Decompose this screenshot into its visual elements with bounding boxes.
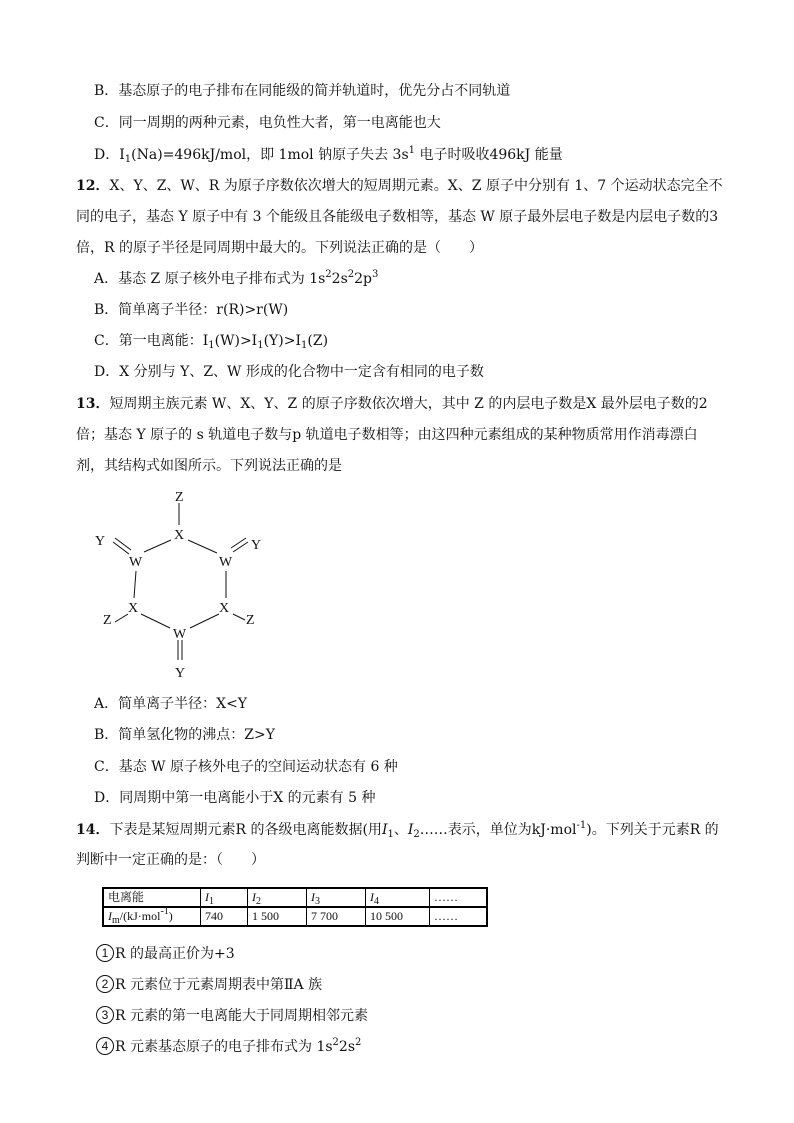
atom-y-left: Y (95, 534, 106, 549)
q14-statement-1: 1 R 的最高正价为+3 (96, 944, 235, 964)
table-header-cell: …… (430, 888, 488, 907)
table-cell: 10 500 (366, 907, 430, 926)
bond-yleft-wleft-1 (113, 542, 129, 554)
table-header-cell: $I_4$ (366, 888, 430, 907)
table-cell: 7 700 (307, 907, 366, 926)
q12-option-c: C．第一电离能：$I_1(W)>I_1(Y)>I_1(Z)$ (94, 333, 329, 351)
bond-xright-wbottom (190, 614, 219, 628)
table-header-cell: $I_1$ (201, 888, 248, 907)
q14-statement-3: 3 R 元素的第一电离能大于同周期相邻元素 (96, 1006, 368, 1026)
table-cell: …… (430, 907, 488, 926)
bond-xtop-wright (188, 540, 217, 553)
atom-x-top: X (174, 528, 185, 543)
atom-w-left: W (129, 555, 143, 570)
q11-option-d: D．$I_1(Na)=496kJ$/mol，即 1mol 钠原子失去 $3s^1$ 电子时吸收496kJ 能量 (94, 145, 563, 165)
atom-y-right: Y (251, 538, 262, 553)
circled-number-2: 2 (96, 975, 114, 993)
ionization-energy-table (102, 887, 488, 927)
q14-statement-2: 2 R 元素位于元素周期表中第ⅡA 族 (96, 975, 322, 995)
atom-y-bottom: Y (175, 666, 186, 681)
table-cell: 1 500 (248, 907, 307, 926)
q13-option-a: A．简单离子半径：X<Y (94, 696, 248, 712)
atom-z-right: Z (246, 613, 255, 628)
q13-stem-line1: 13．短周期主族元素 W、X、Y、Z 的原子序数依次增大，其中 Z 的内层电子数是X 最外层电子数的2 (76, 396, 708, 412)
q11-option-b: B．基态原子的电子排布在同能级的简并轨道时，优先分占不同轨道 (94, 83, 511, 99)
q14-statement-4: 4 R 元素基态原子的电子排布式为 $1s^22s^2$ (96, 1037, 361, 1057)
q12-stem-line2: 同的电子，基态 Y 原子中有 3 个能级且各能级电子数相等，基态 W 原子最外层电子数是内层电子数的3 (76, 209, 719, 225)
q13-option-b: B．简单氢化物的沸点：Z>Y (94, 727, 275, 743)
table-cell: 740 (201, 907, 248, 926)
table-header-cell: $I_3$ (307, 888, 366, 907)
q13-option-c: C．基态 W 原子核外电子的空间运动状态有 6 种 (94, 759, 398, 775)
atom-x-right: X (219, 601, 230, 616)
table-row-label: $I_m/(kJ\cdot mol^{-1})$ (103, 907, 201, 926)
bond-wright-yright-1 (233, 542, 248, 552)
bond-xleft-wbottom (141, 614, 170, 628)
atom-z-left: Z (103, 613, 112, 628)
atom-w-right: W (219, 555, 233, 570)
q14-stem-line2: 判断中一定正确的是：（ ） (76, 852, 265, 868)
q12-option-a: A．基态 Z 原子核外电子排布式为 $1s^22s^22p^3$ (94, 269, 379, 287)
bond-xtop-wleft (144, 540, 171, 552)
q13-option-d: D．同周期中第一电离能小于X 的元素有 5 种 (94, 790, 376, 806)
q14-stem-line1: 14．下表是某短周期元素R 的各级电离能数据(用$I_1$、$I_2\dots\dots$表示，单位为kJ·mol$^{-1}$)。下列关于元素R 的 (76, 820, 719, 840)
circled-number-1: 1 (96, 944, 114, 962)
atom-z-top: Z (175, 490, 184, 505)
bond-xright-zright (233, 614, 245, 620)
q13-stem-line3: 剂，其结构式如图所示。下列说法正确的是 (76, 458, 342, 474)
bond-yleft-wleft-2 (115, 538, 131, 550)
q14-number: 14． (76, 822, 110, 838)
q12-option-d: D．X 分别与 Y、Z、W 形成的化合物中一定含有相同的电子数 (94, 364, 484, 380)
q12-number: 12． (76, 178, 110, 194)
q12-stem-line3: 倍，R 的原子半径是同周期中最大的。下列说法正确的是（ ） (76, 240, 483, 256)
circled-number-4: 4 (96, 1037, 114, 1055)
q13-number: 13． (76, 396, 110, 412)
table-row (103, 907, 487, 926)
atom-x-left: X (128, 601, 139, 616)
structural-formula-diagram (90, 488, 280, 688)
table-header-cell: $I_2$ (248, 888, 307, 907)
circled-number-3: 3 (96, 1006, 114, 1024)
bond-xleft-zleft (115, 614, 128, 622)
q11-option-c: C．同一周期的两种元素，电负性大者，第一电离能也大 (94, 115, 441, 131)
q12-stem-line1: 12．X、Y、Z、W、R 为原子序数依次增大的短周期元素。X、Z 原子中分别有 1、7 个运动状态完全不 (76, 178, 723, 194)
bond-wleft-xleft (134, 571, 136, 598)
q12-option-b: B．简单离子半径：r(R)>r(W) (94, 302, 289, 318)
q13-stem-line2: 倍；基态 Y 原子的 s 轨道电子数与p 轨道电子数相等；由这四种元素组成的某种物质常用作消毒漂白 (76, 427, 698, 443)
table-header-row (103, 888, 487, 907)
bond-wright-yright-2 (231, 538, 246, 548)
atom-w-bottom: W (173, 627, 187, 642)
table-header-cell: 电离能 (103, 888, 201, 907)
